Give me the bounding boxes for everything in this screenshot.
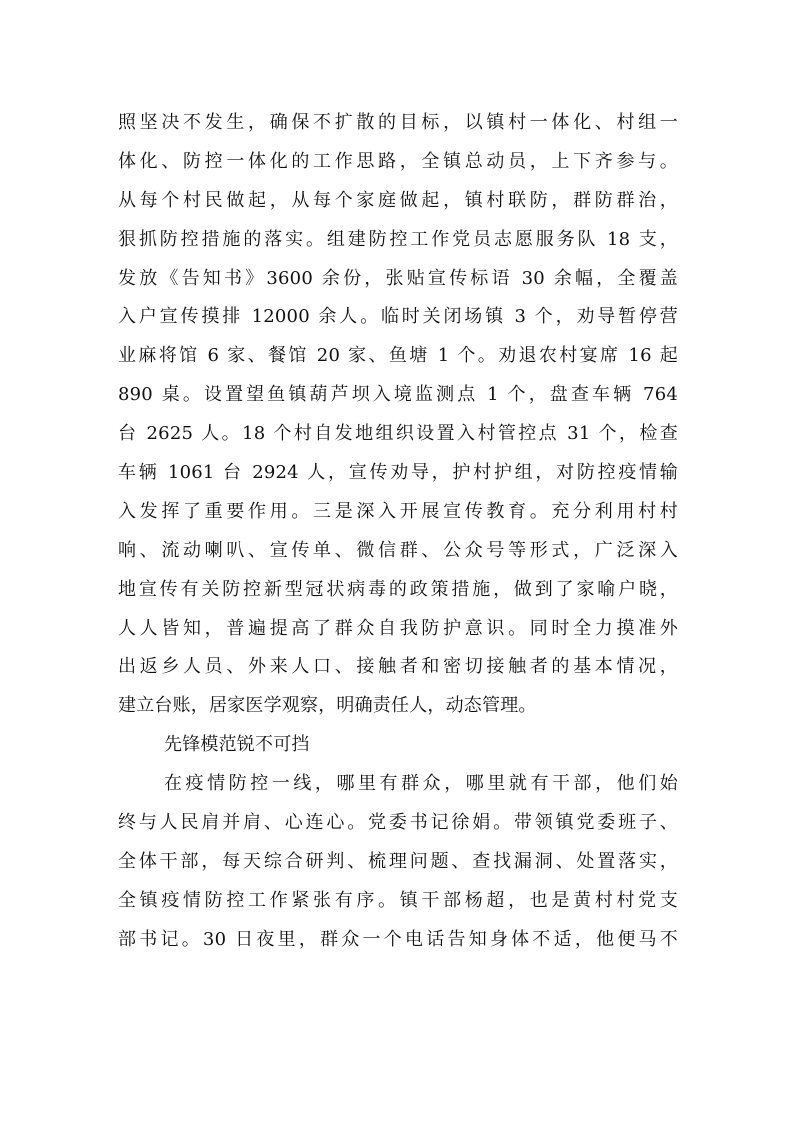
paragraph-line: 人人皆知，普遍提高了群众自我防护意识。同时全力摸准外 xyxy=(118,617,678,639)
paragraph-line: 建立台账，居家医学观察，明确责任人，动态管理。 xyxy=(118,695,537,717)
paragraph-line: 发放《告知书》3600 余份，张贴宣传标语 30 余幅，全覆盖 xyxy=(118,267,678,289)
paragraph-line: 终与人民肩并肩、心连心。党委书记徐娟。带领镇党委班子、 xyxy=(118,812,678,834)
paragraph-line: 入户宣传摸排 12000 余人。临时关闭场镇 3 个，劝导暂停营 xyxy=(118,306,678,328)
section-heading: 先锋模范锐不可挡 xyxy=(164,734,310,756)
paragraph-line: 业麻将馆 6 家、餐馆 20 家、鱼塘 1 个。劝退农村宴席 16 起 xyxy=(118,345,678,367)
paragraph-line: 入发挥了重要作用。三是深入开展宣传教育。充分利用村村 xyxy=(118,500,678,522)
paragraph-line: 车辆 1061 台 2924 人，宣传劝导，护村护组，对防控疫情输 xyxy=(118,462,678,484)
paragraph-line: 从每个村民做起，从每个家庭做起，镇村联防，群防群治， xyxy=(118,189,678,211)
paragraph-line: 照坚决不发生，确保不扩散的目标，以镇村一体化、村组一 xyxy=(118,112,678,133)
paragraph-line: 在疫情防控一线，哪里有群众，哪里就有干部，他们始 xyxy=(164,773,678,795)
document-body xyxy=(118,104,678,960)
paragraph-line: 全镇疫情防控工作紧张有序。镇干部杨超，也是黄村村党支 xyxy=(118,889,678,911)
paragraph-line: 出返乡人员、外来人口、接触者和密切接触者的基本情况， xyxy=(118,656,678,678)
paragraph-line: 890 桌。设置望鱼镇葫芦坝入境监测点 1 个，盘查车辆 764 xyxy=(118,384,678,406)
paragraph-line: 地宣传有关防控新型冠状病毒的政策措施，做到了家喻户晓， xyxy=(118,578,678,600)
paragraph-line: 台 2625 人。18 个村自发地组织设置入村管控点 31 个，检查 xyxy=(118,423,678,445)
paragraph-line: 狠抓防控措施的落实。组建防控工作党员志愿服务队 18 支， xyxy=(118,228,678,250)
paragraph-line: 响、流动喇叭、宣传单、微信群、公众号等形式，广泛深入 xyxy=(118,539,678,561)
paragraph-line: 部书记。30 日夜里，群众一个电话告知身体不适，他便马不 xyxy=(118,928,678,950)
paragraph-line: 全体干部，每天综合研判、梳理问题、查找漏洞、处置落实， xyxy=(118,850,678,872)
paragraph-line: 体化、防控一体化的工作思路，全镇总动员，上下齐参与。 xyxy=(118,150,678,172)
